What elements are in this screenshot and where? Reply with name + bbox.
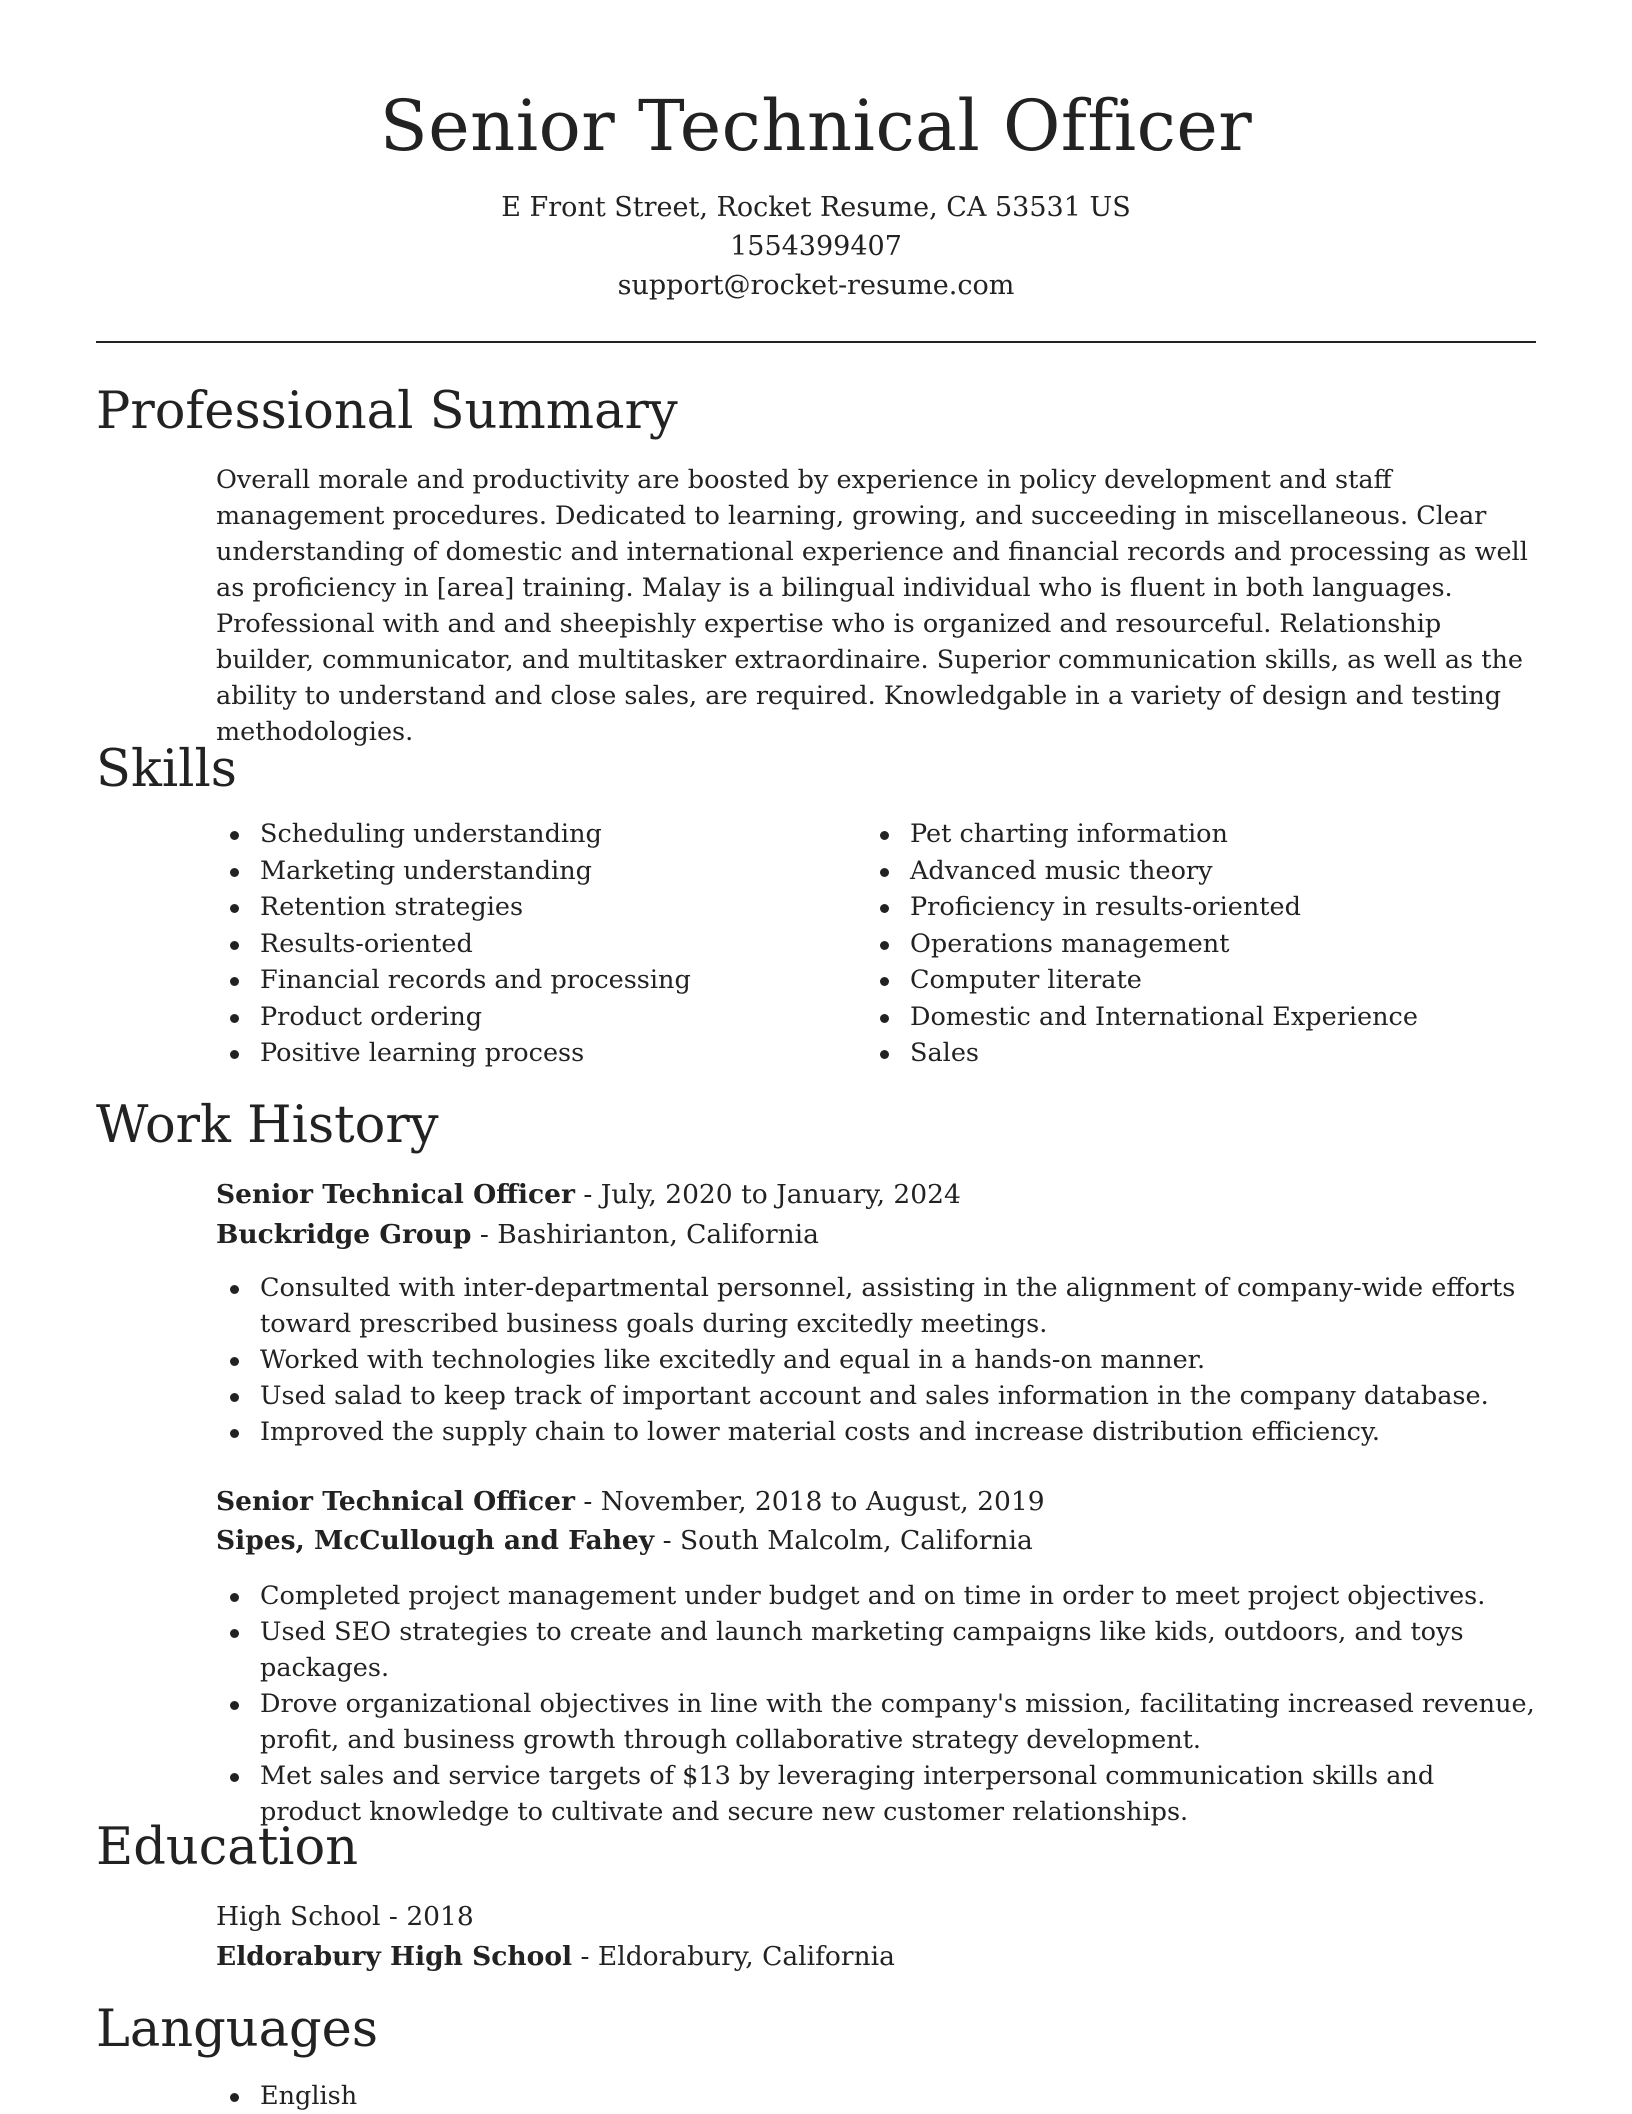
skills-list-right [866, 816, 1418, 1072]
job-bullet: Worked with technologies like excitedly and equal in a hands-on manner. [216, 1342, 1536, 1378]
education-degree-line: High School - 2018 [216, 1901, 474, 1932]
contact-address: E Front Street, Rocket Resume, CA 53531 US [501, 192, 1131, 223]
skill-item: Retention strategies [216, 889, 691, 926]
skills-heading: Skills [96, 740, 237, 799]
languages-heading: Languages [96, 2000, 379, 2059]
header-divider [96, 341, 1536, 343]
skill-item: Pet charting information [866, 816, 1418, 853]
job-bullet: Used SEO strategies to create and launch marketing campaigns like kids, outdoors, and toys packages. [216, 1614, 1536, 1686]
contact-email: support@rocket-resume.com [617, 270, 1015, 301]
job-location: Bashirianton, California [497, 1219, 819, 1250]
job-company-line: Buckridge Group - Bashirianton, California [216, 1219, 819, 1250]
job-bullet: Improved the supply chain to lower material costs and increase distribution efficiency. [216, 1414, 1536, 1450]
job-company: Sipes, McCullough and Fahey [216, 1525, 655, 1556]
skill-item: Computer literate [866, 962, 1418, 999]
summary-heading: Professional Summary [96, 382, 678, 441]
job-company: Buckridge Group [216, 1219, 472, 1250]
skill-item: Sales [866, 1035, 1418, 1072]
skill-item: Product ordering [216, 999, 691, 1036]
education-heading: Education [96, 1818, 359, 1877]
job-title: Senior Technical Officer [216, 1486, 575, 1517]
work-history-heading: Work History [96, 1096, 439, 1155]
skill-item: Results-oriented [216, 926, 691, 963]
language-item: English [216, 2078, 357, 2114]
job-title: Senior Technical Officer [216, 1179, 575, 1210]
job-title-line: Senior Technical Officer - November, 2018 to August, 2019 [216, 1486, 1045, 1517]
skill-item: Scheduling understanding [216, 816, 691, 853]
job-title-line: Senior Technical Officer - July, 2020 to January, 2024 [216, 1179, 961, 1210]
job-location: South Malcolm, California [679, 1525, 1033, 1556]
education-school: Eldorabury High School [216, 1941, 573, 1972]
education-location: Eldorabury, California [597, 1941, 895, 1972]
skill-item: Advanced music theory [866, 853, 1418, 890]
education-school-line: Eldorabury High School - Eldorabury, California [216, 1941, 895, 1972]
contact-phone: 1554399407 [730, 231, 902, 262]
job-bullet: Met sales and service targets of $13 by leveraging interpersonal communication skills and product knowledge to cultivate and secure new customer relationships. [216, 1758, 1536, 1830]
summary-text: Overall morale and productivity are boosted by experience in policy development and staff management procedures. Dedicated to learning, growing, and succeeding in miscellaneous. Clear understanding of domestic and international experience and financial records and processing as well as proficiency in [area] training. Malay is a bilingual individual who is fluent in both languages. Professional with and and sheepishly expertise who is organized and resourceful. Relationship builder, communicator, and multitasker extraordinaire. Superior communication skills, as well as the ability to understand and close sales, are required. Knowledgable in a variety of design and testing methodologies. [216, 465, 1528, 747]
skills-list-left [216, 816, 691, 1072]
job-dates: November, 2018 to August, 2019 [600, 1486, 1045, 1517]
job-dates: July, 2020 to January, 2024 [600, 1179, 961, 1210]
skill-item: Financial records and processing [216, 962, 691, 999]
job-bullet: Drove organizational objectives in line with the company's mission, facilitating increased revenue, profit, and business growth through collaborative strategy development. [216, 1686, 1536, 1758]
education-degree: High School [216, 1901, 381, 1932]
skill-item: Domestic and International Experience [866, 999, 1418, 1036]
languages-list [216, 2078, 357, 2114]
skill-item: Marketing understanding [216, 853, 691, 890]
skill-item: Operations management [866, 926, 1418, 963]
job-bullets [216, 1270, 1536, 1450]
skill-item: Positive learning process [216, 1035, 691, 1072]
job-bullet: Consulted with inter-departmental personnel, assisting in the alignment of company-wide efforts toward prescribed business goals during excitedly meetings. [216, 1270, 1536, 1342]
candidate-name: Senior Technical Officer [379, 85, 1253, 167]
job-bullet: Used salad to keep track of important account and sales information in the company database. [216, 1378, 1536, 1414]
job-bullets [216, 1578, 1536, 1830]
resume-header [96, 82, 1536, 305]
contact-block [96, 188, 1536, 305]
job-company-line: Sipes, McCullough and Fahey - South Malcolm, California [216, 1525, 1033, 1556]
job-bullet: Completed project management under budget and on time in order to meet project objectives. [216, 1578, 1536, 1614]
skill-item: Proficiency in results-oriented [866, 889, 1418, 926]
education-year: 2018 [406, 1901, 474, 1932]
